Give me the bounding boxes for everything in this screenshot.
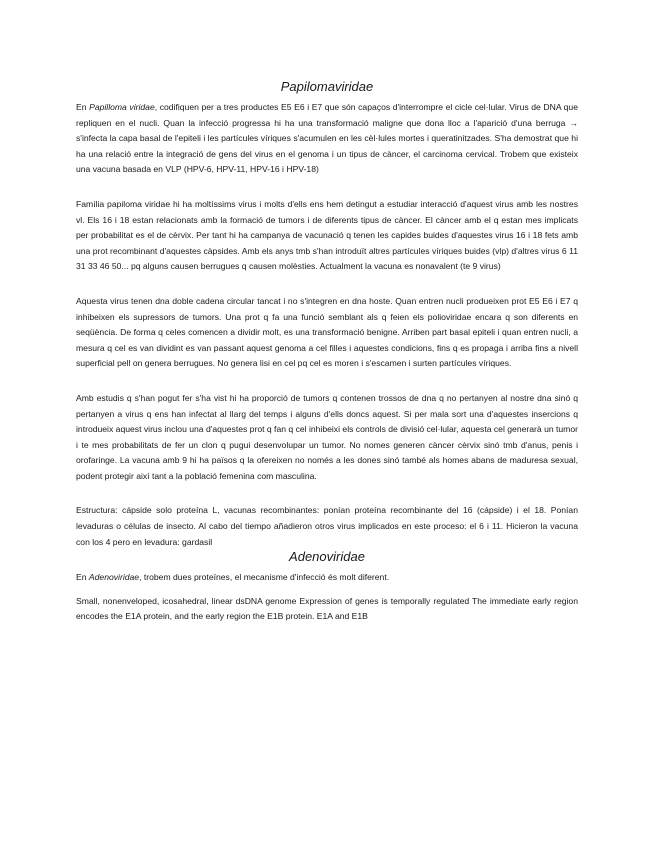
paragraph-estructura: Estructura: cápside solo proteína L, vacunas recombinantes: ponían proteína recombinante del 16 (cápside) i el 18. Ponían levaduras o células de insecto. Al cabo del tiempo añadieron otros virus implicados en este proceso: el 6 i 11. Hicieron la vacuna con los 4 pero en levadura: gardasil xyxy=(76,505,578,547)
section-title-adenoviridae: Adenoviridae xyxy=(289,549,365,565)
italic-term: Papilloma viridae xyxy=(89,102,155,112)
paragraph-adenoviridae-intro xyxy=(76,570,578,586)
paragraph-text: , trobem dues proteïnes, el mecanisme d'infecció és molt diferent. xyxy=(139,572,390,583)
paragraph-estudis-tumors: Amb estudis q s'han pogut fer s'ha vist hi ha proporció de tumors q contenen trossos de dna q no pertanyen al nostre dna sinó q pertanyen a virus q ens han infectat al llarg del temps i alguns d'ells doncs aquest. Si per mala sort una d'aquestes insercions q introdueix aquest virus inclou una d'aquestes prot q fan q cel inhibeixi els controls de divisió cel·lular, aquesta cel generarà un tumor i te mes probabilitats de fer un clon q pugui desenvolupar un tumor. No nomes generen càncer cèrvix sinó tmb d'anus, penis i orofaringe. La vacuna amb 9 hi ha països q la ofereixen no només a les dones sinó també als homes abans de maduresa sexual, podent protegir així tant a la població femenina com masculina. xyxy=(76,392,578,481)
paragraph-adenoviridae-genome: Small, nonenveloped, icosahedral, linear dsDNA genome Expression of genes is temporally regulated The immediate early region encodes the E1A protein, and the early region the E1B protein. E1A and E1B xyxy=(76,595,578,622)
paragraph-dna-doble-cadena: Aquesta virus tenen dna doble cadena circular tancat i no s'integren en dna hoste. Quan entren nucli produeixen prot E5 E6 i E7 q inhibeixen els supressors de tumors. Una prot q fa una funció semblant als q feien els polioviridae encara q son diferents en seqüència. De forma q celes comencen a dividir molt, es una transformació benigne. Arriben part basal epiteli i quan entren nucli, a mesura q cel es van dividint es van passant aquest genoma a cel filles i aquestes condicions, fins q es propaga i arriba fins a nivell superficial pell on genera berrugues. No genera lisi en cel pq cel es moren i s'escamen i surten partícules víriques. xyxy=(76,295,578,369)
paragraph-papilloma-intro xyxy=(76,100,578,178)
document-body xyxy=(76,80,578,625)
paragraph-familia-papiloma: Família papiloma viridae hi ha moltíssims virus i molts d'ells ens hem detingut a estudiar interacció d'aquest virus amb les nostres vl. Els 16 i 18 estan relacionats amb la formació de tumors i de diferents tipus de càncer. El càncer amb el q estan mes implicats per probabilitat es el de cèrvix. Per tant hi ha campanya de vacunació q tenen les capides buides d'aquestes virus 16 i 18 fets amb una prot recombinant d'aquestes càpsides. Amb els anys tmb s'han introduït altres partícules víriques buides (vlp) d'altres virus 6 11 31 33 46 50... pq alguns causen berrugues q causen molèsties. Actualment la vacuna es nonavalent (te 9 virus) xyxy=(76,198,578,272)
paragraph-text: En xyxy=(76,102,90,112)
section-title-papilomaviridae: Papilomaviridae xyxy=(280,79,374,94)
italic-term: Adenoviridae xyxy=(88,572,140,583)
paragraph-text: , codifiquen per a tres productes E5 E6 i E7 que són capaços d'interrompre el cicle cel·lular. Virus de DNA que repliquen en el nucli. Quan la infecció progressa hi ha una transformació maligne que dona lloc a l'aparició d'una berruga → s'infecta la capa basal de l'epiteli i les partícules víriques s'acumulen en les cèl·lules mortes i queratinitzades. S'ha demostrat que hi ha una relació entre la integració de gens del virus en el genoma i un tipus de càncer, el carcinoma cervical. Trobem que existeix una vacuna basada en VLP (HPV-6, HPV-11, HPV-16 i HPV-18) xyxy=(76,102,578,175)
paragraph-text: En xyxy=(76,572,89,583)
